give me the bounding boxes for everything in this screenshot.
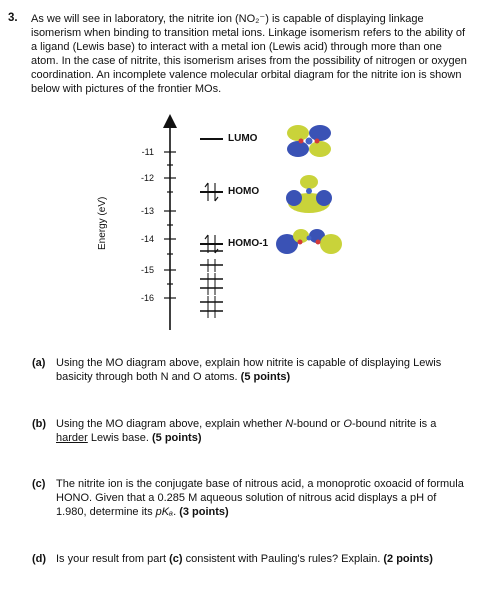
part-text: Lewis base.	[87, 432, 152, 444]
part-text: .	[173, 506, 180, 518]
n-bound: N	[285, 418, 294, 430]
points-label: (5 points)	[152, 432, 202, 444]
points-label: (2 points)	[383, 553, 433, 565]
homo-orbital-icon	[286, 175, 332, 213]
part-c	[32, 477, 472, 519]
part-d	[32, 552, 472, 566]
part-label: (a)	[32, 357, 46, 369]
tick-label: -14	[140, 234, 154, 244]
tick-label: -11	[141, 147, 154, 157]
part-text: -bound or	[293, 418, 344, 430]
question-number: 3.	[8, 12, 18, 24]
homo-1-label: HOMO-1	[228, 238, 268, 249]
energy-axis-label: Energy (eV)	[97, 196, 108, 250]
tick-label: -13	[140, 206, 154, 216]
points-label: (3 points)	[179, 506, 229, 518]
part-ref: (c)	[169, 553, 183, 565]
homo-1-orbital-icon	[276, 229, 342, 254]
axis-arrow-icon	[163, 114, 177, 128]
o-bound: O	[343, 418, 352, 430]
part-label: (b)	[32, 418, 47, 430]
part-text: Using the MO diagram above, explain whether	[56, 418, 286, 430]
part-text: Using the MO diagram above, explain how nitrite is capable of displaying Lewis basicity through both N and O atoms.	[56, 357, 442, 383]
lumo-label: LUMO	[228, 133, 258, 144]
question-intro: As we will see in laboratory, the nitrite ion (NO₂⁻) is capable of displaying linkage isomerism when binding to transition metal ions. Linkage isomerism refers to the ability of a ligand (Lewis base) to interact with a metal ion (Lewis acid) through more than one atom. In the case of nitrite, this isomerism arises from the possibility of nitrogen or oxygen coordination. An incomplete valence molecular orbital diagram for the nitrite ion is shown below with pictures of the frontier MOs.	[31, 13, 467, 95]
tick-label: -15	[140, 265, 154, 275]
part-label: (d)	[32, 553, 47, 565]
mo-diagram	[110, 112, 370, 332]
part-text: -bound nitrite is a	[351, 418, 437, 430]
lumo-orbital-icon	[287, 125, 331, 157]
tick-label: -12	[140, 173, 154, 183]
pka-symbol: pKₐ	[155, 506, 174, 518]
harder-word: harder	[56, 432, 88, 444]
part-label: (c)	[32, 478, 46, 490]
part-text: The nitrite ion is the conjugate base of nitrous acid, a monoprotic oxoacid of formula HONO. Given that a 0.285 M aqueous solution of nitrous acid displays a pH of 1.980, determine its	[56, 478, 464, 518]
part-a	[32, 356, 472, 384]
part-text: consistent with Pauling's rules? Explain.	[182, 553, 384, 565]
tick-label: -16	[140, 293, 154, 303]
homo-label: HOMO	[228, 186, 260, 197]
lower-levels	[200, 251, 223, 311]
part-b	[32, 417, 472, 445]
points-label: (5 points)	[240, 371, 291, 383]
part-text: Is your result from part	[56, 553, 170, 565]
